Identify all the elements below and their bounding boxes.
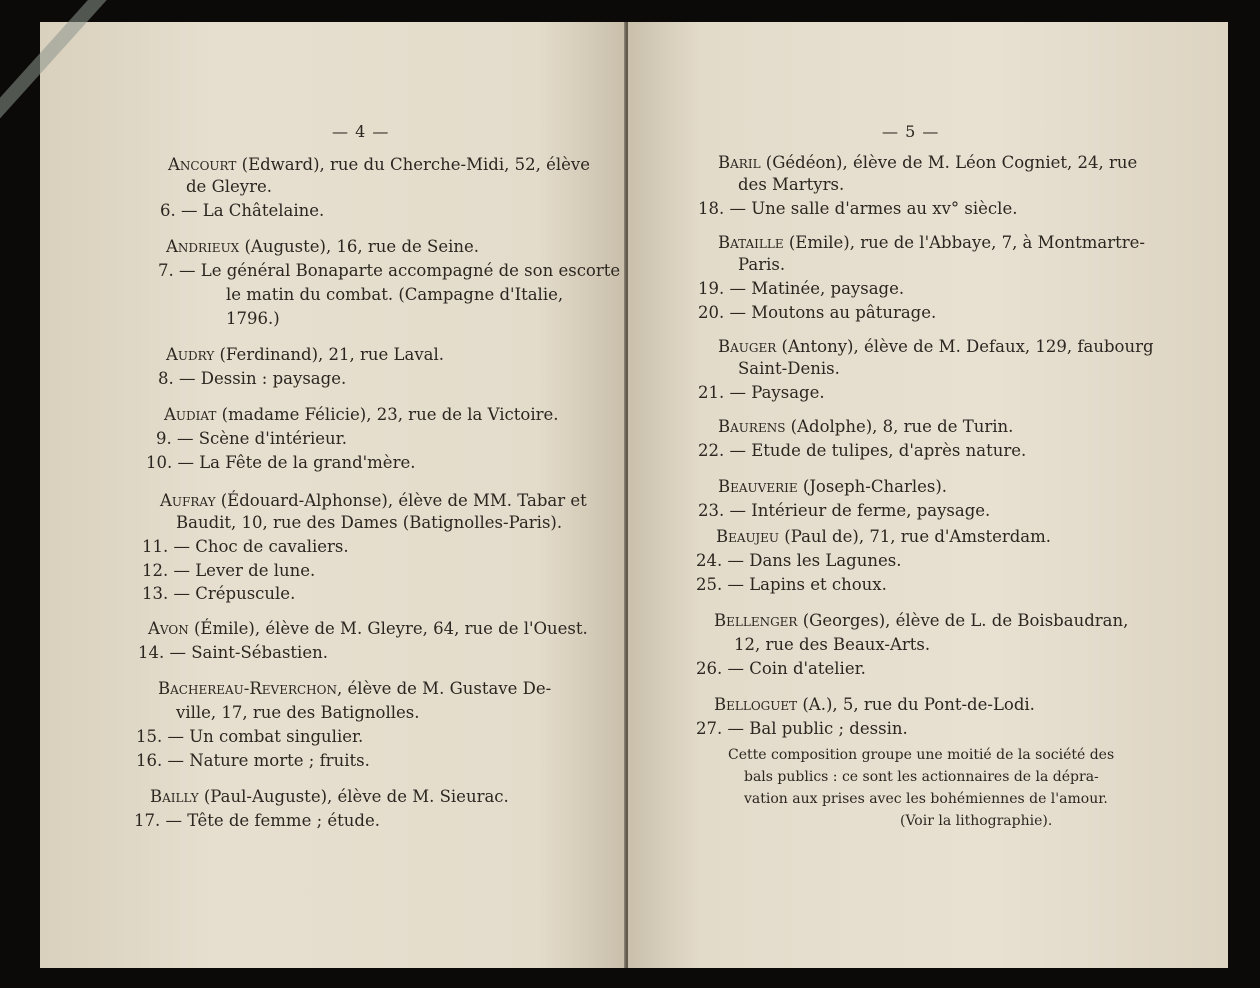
work-item: 22. — Etude de tulipes, d'après nature.: [698, 441, 1027, 460]
work-item: 27. — Bal public ; dessin.: [696, 719, 908, 738]
page-number: — 5 —: [882, 122, 940, 141]
right-page: [628, 22, 1228, 968]
artist-name: Bellenger: [714, 611, 798, 630]
work-item: 11. — Choc de cavaliers.: [142, 537, 349, 556]
artist-entry: Andrieux (Auguste), 16, rue de Seine.: [166, 237, 479, 256]
work-item: 21. — Paysage.: [698, 383, 825, 402]
artist-entry: Bataille (Emile), rue de l'Abbaye, 7, à Montmartre-: [718, 233, 1145, 252]
artist-entry: Audry (Ferdinand), 21, rue Laval.: [166, 345, 445, 364]
artist-entry-cont: des Martyrs.: [738, 175, 845, 194]
artist-entry: Bachereau-Reverchon, élève de M. Gustave De-: [158, 679, 552, 698]
work-item: 12. — Lever de lune.: [142, 561, 316, 580]
artist-entry-cont: Saint-Denis.: [738, 359, 840, 378]
artist-entry-cont: de Gleyre.: [186, 177, 273, 196]
artist-entry: Belloguet (A.), 5, rue du Pont-de-Lodi.: [714, 695, 1035, 714]
note-line: vation aux prises avec les bohémiennes de l'amour.: [744, 791, 1108, 807]
artist-name: Beaujeu: [716, 527, 780, 546]
artist-entry: Aufray (Édouard-Alphonse), élève de MM. Tabar et: [160, 491, 587, 510]
artist-entry-cont: Baudit, 10, rue des Dames (Batignolles-Paris).: [176, 513, 563, 532]
note-line: bals publics : ce sont les actionnaires de la dépra-: [744, 769, 1099, 785]
work-item: 24. — Dans les Lagunes.: [696, 551, 902, 570]
artist-entry: Bailly (Paul-Auguste), élève de M. Sieurac.: [150, 787, 509, 806]
artist-name: Baril: [718, 153, 761, 172]
work-item: 15. — Un combat singulier.: [136, 727, 364, 746]
artist-name: Audiat: [164, 405, 217, 424]
work-item: 14. — Saint-Sébastien.: [138, 643, 328, 662]
artist-name: Ancourt: [168, 155, 237, 174]
artist-entry: Ancourt (Edward), rue du Cherche-Midi, 52, élève: [168, 155, 590, 174]
artist-entry-cont: Paris.: [738, 255, 786, 274]
work-item: 19. — Matinée, paysage.: [698, 279, 905, 298]
artist-name: Bataille: [718, 233, 784, 252]
work-item: 17. — Tête de femme ; étude.: [134, 811, 380, 830]
artist-entry: Baril (Gédéon), élève de M. Léon Cogniet, 24, rue: [718, 153, 1138, 172]
work-item: 20. — Moutons au pâturage.: [698, 303, 937, 322]
artist-name: Bachereau-Reverchon: [158, 679, 337, 698]
left-page: [40, 22, 625, 968]
artist-name: Andrieux: [166, 237, 240, 256]
work-item: 6. — La Châtelaine.: [160, 201, 325, 220]
artist-entry: Beaujeu (Paul de), 71, rue d'Amsterdam.: [716, 527, 1052, 546]
artist-entry: Beauverie (Joseph-Charles).: [718, 477, 948, 496]
artist-entry-cont: ville, 17, rue des Batignolles.: [176, 703, 420, 722]
work-item: 16. — Nature morte ; fruits.: [136, 751, 370, 770]
artist-entry: Bellenger (Georges), élève de L. de Boisbaudran,: [714, 611, 1129, 630]
artist-entry: Baurens (Adolphe), 8, rue de Turin.: [718, 417, 1014, 436]
artist-name: Beauverie: [718, 477, 798, 496]
artist-name: Bauger: [718, 337, 777, 356]
artist-entry: Audiat (madame Félicie), 23, rue de la Victoire.: [164, 405, 559, 424]
artist-name: Belloguet: [714, 695, 798, 714]
work-item: 8. — Dessin : paysage.: [158, 369, 347, 388]
page-number: — 4 —: [332, 122, 390, 141]
artist-entry: Bauger (Antony), élève de M. Defaux, 129, faubourg: [718, 337, 1154, 356]
work-item: 9. — Scène d'intérieur.: [156, 429, 347, 448]
artist-name: Bailly: [150, 787, 199, 806]
work-item: 10. — La Fête de la grand'mère.: [146, 453, 416, 472]
artist-entry: Avon (Émile), élève de M. Gleyre, 64, rue de l'Ouest.: [148, 619, 588, 638]
artist-entry-cont: 12, rue des Beaux-Arts.: [734, 635, 931, 654]
work-item: 7. — Le général Bonaparte accompagné de son escorte: [158, 261, 621, 280]
artist-name: Aufray: [160, 491, 216, 510]
work-item: 18. — Une salle d'armes au xv° siècle.: [698, 199, 1018, 218]
note-line: (Voir la lithographie).: [900, 813, 1053, 829]
artist-name: Baurens: [718, 417, 786, 436]
work-item: 23. — Intérieur de ferme, paysage.: [698, 501, 991, 520]
work-item: 25. — Lapins et choux.: [696, 575, 887, 594]
artist-name: Audry: [166, 345, 215, 364]
work-item-cont: 1796.): [226, 309, 280, 328]
work-item-cont: le matin du combat. (Campagne d'Italie,: [226, 285, 564, 304]
work-item: 26. — Coin d'atelier.: [696, 659, 866, 678]
work-item: 13. — Crépuscule.: [142, 584, 296, 603]
artist-name: Avon: [148, 619, 189, 638]
note-line: Cette composition groupe une moitié de la société des: [728, 747, 1115, 763]
